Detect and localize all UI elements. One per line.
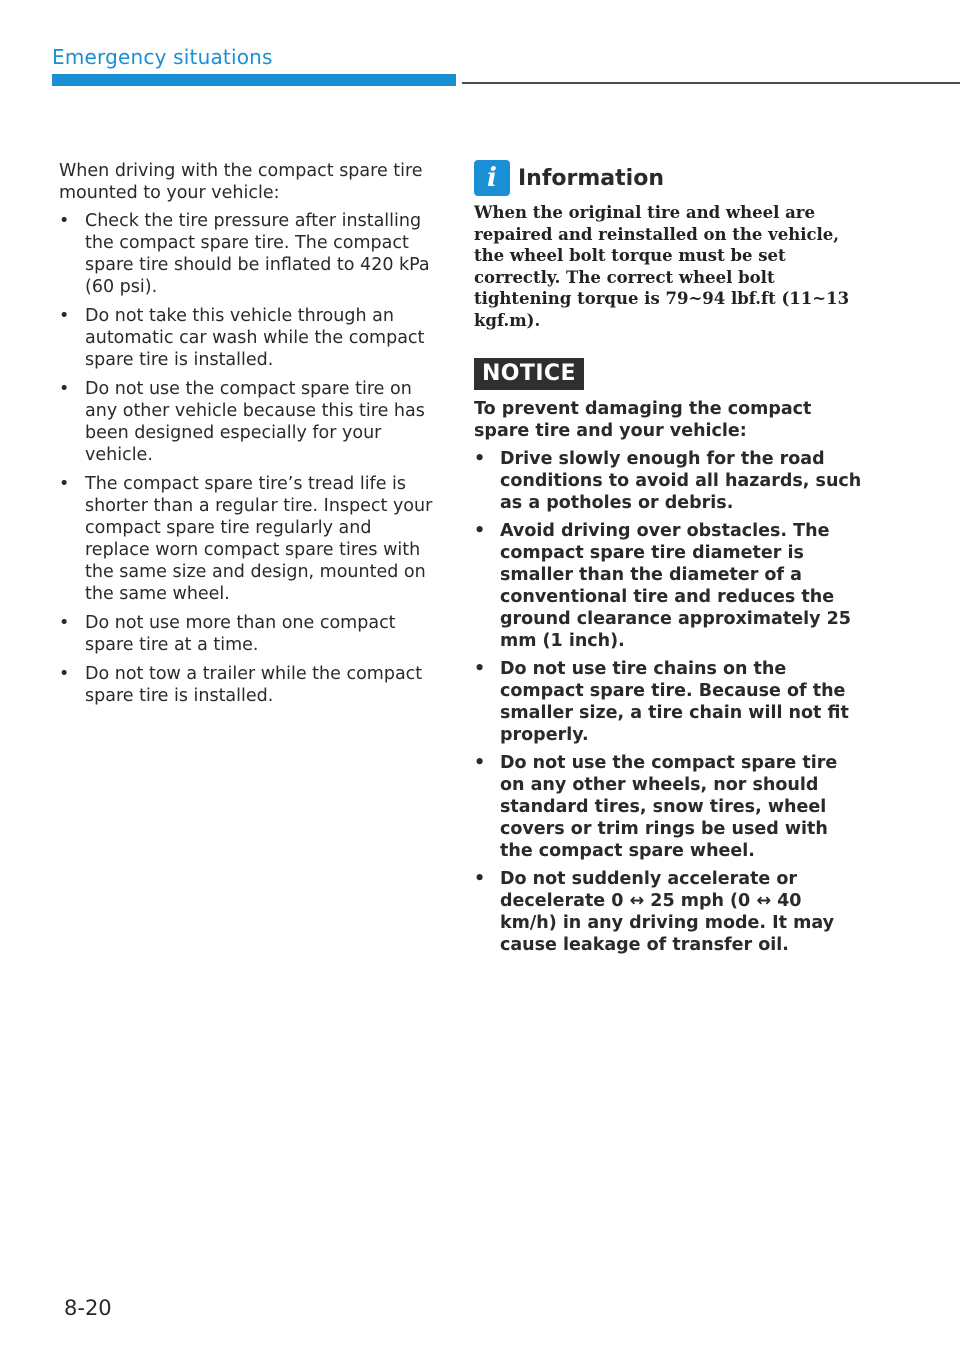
list-item: • Check the tire pressure after installing the compact spare tire. The compact spare tire should be inflated to 420 kPa (60 psi). xyxy=(59,210,439,298)
info-icon: i xyxy=(474,160,510,196)
list-item: • Do not tow a trailer while the compact spare tire is installed. xyxy=(59,663,439,707)
list-item: • Do not use tire chains on the compact spare tire. Because of the smaller size, a tire chain will not fit properly. xyxy=(474,658,864,746)
spare-tire-intro: When driving with the compact spare tire mounted to your vehicle: xyxy=(59,161,423,203)
left-column xyxy=(59,160,439,714)
list-item: • Do not use the compact spare tire on any other wheels, nor should standard tires, snow tires, wheel covers or trim rings be used with the compact spare wheel. xyxy=(474,752,864,862)
list-item: • Do not suddenly accelerate or decelerate 0 ↔ 25 mph (0 ↔ 40 km/h) in any driving mode. It may cause leakage of transfer oil. xyxy=(474,868,864,956)
header-divider xyxy=(462,82,960,84)
list-item: • Avoid driving over obstacles. The compact spare tire diameter is smaller than the diameter of a conventional tire and reduces the ground clearance approximately 25 mm (1 inch). xyxy=(474,520,864,652)
notice-intro: To prevent damaging the compact spare tire and your vehicle: xyxy=(474,399,812,441)
list-item: • Drive slowly enough for the road conditions to avoid all hazards, such as a potholes or debris. xyxy=(474,448,864,514)
header-accent-bar xyxy=(52,74,456,86)
page-number: 8-20 xyxy=(64,1296,112,1320)
information-header xyxy=(474,160,864,196)
list-item: • Do not use more than one compact spare tire at a time. xyxy=(59,612,439,656)
list-item: • The compact spare tire’s tread life is shorter than a regular tire. Inspect your compact spare tire regularly and replace worn compact spare tires with the same size and design, mounted on the same wheel. xyxy=(59,473,439,605)
list-item: • Do not use the compact spare tire on any other vehicle because this tire has been designed especially for your vehicle. xyxy=(59,378,439,466)
right-column xyxy=(474,160,864,962)
notice-list xyxy=(474,448,864,956)
list-item: • Do not take this vehicle through an automatic car wash while the compact spare tire is installed. xyxy=(59,305,439,371)
notice-badge: NOTICE xyxy=(474,358,584,390)
notice-body xyxy=(474,398,864,956)
spare-tire-list xyxy=(59,210,439,707)
section-title: Emergency situations xyxy=(52,45,273,69)
information-body: When the original tire and wheel are repaired and reinstalled on the vehicle, the wheel bolt torque must be set correctly. The correct wheel bolt tightening torque is 79~94 lbf.ft (11~13 kgf.m). xyxy=(474,203,850,330)
information-title: Information xyxy=(518,165,664,191)
